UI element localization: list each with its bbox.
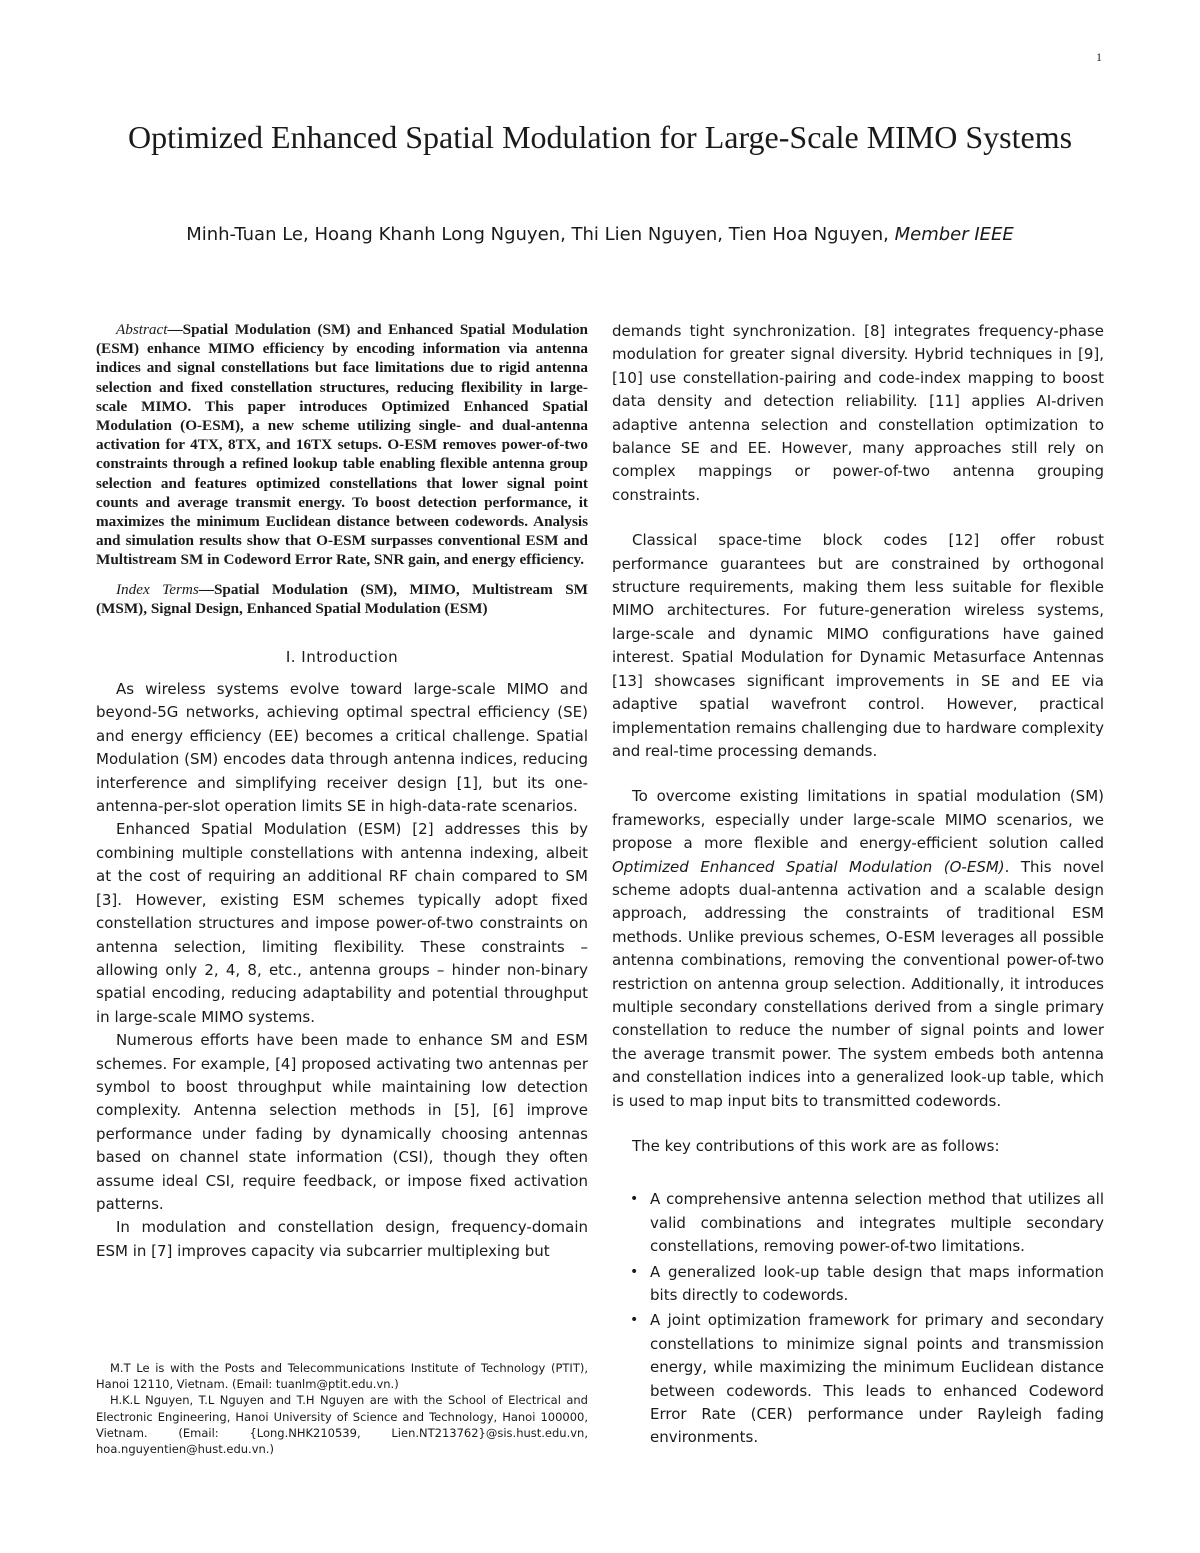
paragraph: The key contributions of this work are as follows:	[632, 1137, 1000, 1155]
footnotes	[96, 1360, 588, 1457]
paragraph-text: . This novel scheme adopts dual-antenna activation and a scalable design approach, addressing the constraints of traditional ESM methods. Unlike previous schemes, O-ESM leverages all possible antenna combinations, removing the conventional power-of-two restriction on antenna group selection. Additionally, it introduces multiple secondary constellations derived from a single primary constellation to reduce the number of signal points and lower the average transmit power. The system embeds both antenna and constellation indices into a generalized look-up table, which is used to map input bits to transmitted codewords.	[612, 857, 1104, 1110]
list-item	[612, 1188, 1104, 1258]
right-column	[612, 320, 1104, 1452]
bullet-icon: •	[630, 1191, 639, 1208]
list-item-text: A comprehensive antenna selection method that utilizes all valid combinations and integrates multiple secondary constellations, removing power-of-two limitations.	[650, 1190, 1104, 1256]
abstract-label: Abstract	[116, 321, 168, 338]
list-item	[612, 1261, 1104, 1308]
abstract-text: —Spatial Modulation (SM) and Enhanced Spatial Modulation (ESM) enhance MIMO efficiency by encoding information via antenna indices and signal constellations but face limitations due to rigid antenna selection and fixed constellation structures, reducing flexibility in large-scale MIMO. This paper introduces Optimized Enhanced Spatial Modulation (O-ESM), a new scheme utilizing single- and dual-antenna activation for 4TX, 8TX, and 16TX setups. O-ESM removes power-of-two constraints through a refined lookup table enabling flexible antenna group selection and features optimized constellations that lower signal point counts and average transmit energy. To boost detection performance, it maximizes the minimum Euclidean distance between codewords. Analysis and simulation results show that O-ESM surpasses conventional ESM and Multistream SM in Codeword Error Rate, SNR gain, and energy efficiency.	[96, 321, 588, 569]
footnote: H.K.L Nguyen, T.L Nguyen and T.H Nguyen are with the School of Electrical and Electronic Engineering, Hanoi University of Science and Technology, Hanoi 100000, Vietnam. (Email: {Long.NHK210539, Lien.NT213762}@sis.hust.edu.vn, hoa.nguyentien@hust.edu.vn.)	[96, 1393, 588, 1457]
author-names: Minh-Tuan Le, Hoang Khanh Long Nguyen, Thi Lien Nguyen, Tien Hoa Nguyen,	[186, 224, 889, 245]
list-item	[612, 1309, 1104, 1449]
abstract	[96, 320, 588, 570]
bullet-icon: •	[630, 1312, 639, 1329]
paragraph: Enhanced Spatial Modulation (ESM) [2] addresses this by combining multiple constellations with antenna indexing, albeit at the cost of requiring an additional RF chain compared to SM [3]. However, existing ESM schemes typically adopt fixed constellation structures and impose power-of-two constraints on antenna selection, limiting flexibility. These constraints – allowing only 2, 4, 8, etc., antenna groups – hinder non-binary spatial encoding, reducing adaptability and potential throughput in large-scale MIMO systems.	[96, 820, 588, 1026]
list-item-text: A joint optimization framework for primary and secondary constellations to minimize signal points and transmission energy, while maximizing the minimum Euclidean distance between codewords. This leads to enhanced Codeword Error Rate (CER) performance under Rayleigh fading environments.	[650, 1311, 1104, 1447]
paragraph: As wireless systems evolve toward large-scale MIMO and beyond-5G networks, achieving optimal spectral efficiency (SE) and energy efficiency (EE) becomes a critical challenge. Spatial Modulation (SM) encodes data through antenna indices, reducing interference and simplifying receiver design [1], but its one-antenna-per-slot operation limits SE in high-data-rate scenarios.	[96, 680, 588, 816]
paper-title: Optimized Enhanced Spatial Modulation for Large-Scale MIMO Systems	[127, 119, 1073, 155]
left-column	[96, 320, 588, 1263]
author-membership: Member IEEE	[894, 224, 1014, 245]
footnote: M.T Le is with the Posts and Telecommunications Institute of Technology (PTIT), Hanoi 12110, Vietnam. (Email: tuanlm@ptit.edu.vn.)	[96, 1361, 588, 1392]
paragraph: Numerous efforts have been made to enhance SM and ESM schemes. For example, [4] proposed activating two antennas per symbol to boost throughput while maintaining low detection complexity. Antenna selection methods in [5], [6] improve performance under fading by dynamically choosing antennas based on channel state information (CSI), though they often assume ideal CSI, require feedback, or impose fixed activation patterns.	[96, 1031, 588, 1213]
paragraph: Classical space-time block codes [12] offer robust performance guarantees but are constrained by orthogonal structure requirements, making them less suitable for flexible MIMO architectures. For future-generation wireless systems, large-scale and dynamic MIMO configurations have gained interest. Spatial Modulation for Dynamic Metasurface Antennas [13] showcases significant improvements in SE and EE via adaptive spatial wavefront control. However, practical implementation remains challenging due to hardware complexity and real-time processing demands.	[612, 531, 1104, 760]
section-heading-introduction: I. Introduction	[285, 648, 399, 667]
contribution-list	[612, 1188, 1104, 1449]
scheme-name: Optimized Enhanced Spatial Modulation (O-ESM)	[612, 857, 1005, 876]
index-terms-label: Index Terms	[116, 580, 199, 598]
list-item-text: A generalized look-up table design that maps information bits directly to codewords.	[650, 1262, 1104, 1305]
paragraph	[612, 785, 1104, 1113]
paragraph-text: To overcome existing limitations in spatial modulation (SM) frameworks, especially under large-scale MIMO scenarios, we propose a more flexible and energy-efficient solution called	[612, 787, 1104, 853]
paragraph: demands tight synchronization. [8] integrates frequency-phase modulation for greater signal diversity. Hybrid techniques in [9], [10] use constellation-pairing and code-index mapping to boost data density and detection reliability. [11] applies AI-driven adaptive antenna selection and constellation optimization to balance SE and EE. However, many approaches still rely on complex mappings or power-of-two antenna grouping constraints.	[612, 322, 1104, 504]
author-list	[60, 224, 1140, 245]
index-terms	[96, 580, 588, 618]
paragraph: In modulation and constellation design, frequency-domain ESM in [7] improves capacity via subcarrier multiplexing but	[96, 1218, 588, 1260]
index-terms-text: —Spatial Modulation (SM), MIMO, Multistream SM (MSM), Signal Design, Enhanced Spatial Modulation (ESM)	[96, 580, 588, 617]
bullet-icon: •	[630, 1263, 639, 1280]
page-number: 1	[1096, 50, 1102, 64]
